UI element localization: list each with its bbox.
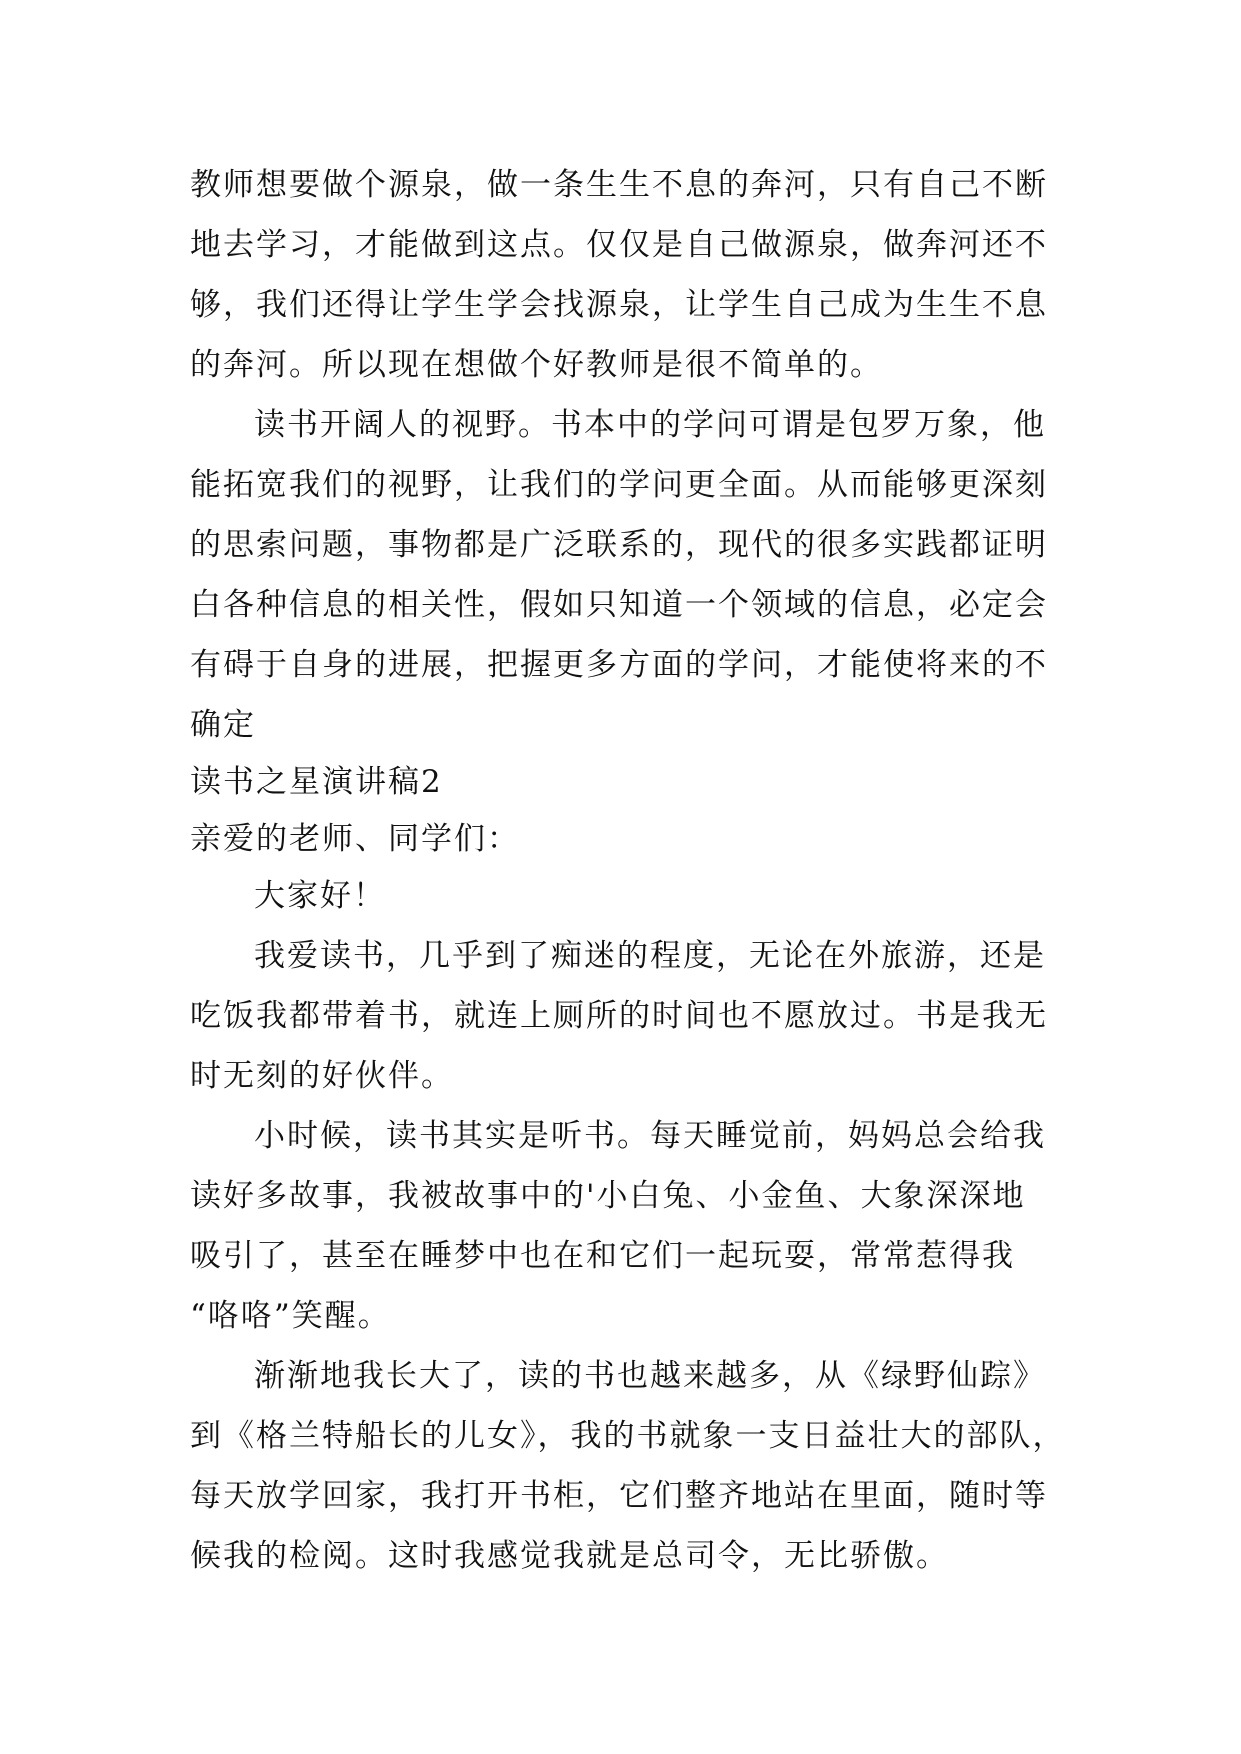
paragraph-line: 小时候，读书其实是听书。每天睡觉前，妈妈总会给我	[254, 1118, 1046, 1154]
paragraph-line: 吃饭我都带着书，就连上厕所的时间也不愿放过。书是我无	[190, 998, 1048, 1034]
paragraph-line: 读书开阔人的视野。书本中的学问可谓是包罗万象，他	[254, 407, 1046, 443]
paragraph-line: 候我的检阅。这时我感觉我就是总司令，无比骄傲。	[190, 1538, 949, 1574]
paragraph-line: 白各种信息的相关性，假如只知道一个领域的信息，必定会	[190, 587, 1048, 623]
section-heading: 读书之星演讲稿2	[190, 764, 443, 800]
paragraph-line: 教师想要做个源泉，做一条生生不息的奔河，只有自己不断	[190, 167, 1048, 203]
paragraph-line: 吸引了，甚至在睡梦中也在和它们一起玩耍，常常惹得我	[190, 1238, 1015, 1274]
paragraph-line: 有碍于自身的进展，把握更多方面的学问，才能使将来的不	[190, 647, 1048, 683]
paragraph-line: 到《格兰特船长的儿女》，我的书就象一支日益壮大的部队，	[190, 1418, 1066, 1454]
paragraph-line: “咯咯”笑醒。	[190, 1298, 391, 1334]
paragraph-line: 的思索问题，事物都是广泛联系的，现代的很多实践都证明	[190, 527, 1048, 563]
salutation: 亲爱的老师、同学们：	[190, 821, 520, 857]
paragraph-line: 每天放学回家，我打开书柜，它们整齐地站在里面，随时等	[190, 1478, 1048, 1514]
paragraph-line: 能拓宽我们的视野，让我们的学问更全面。从而能够更深刻	[190, 467, 1048, 503]
paragraph-line: 的奔河。所以现在想做个好教师是很不简单的。	[190, 347, 883, 383]
paragraph-line: 渐渐地我长大了，读的书也越来越多，从《绿野仙踪》	[254, 1358, 1046, 1394]
paragraph-line: 地去学习，才能做到这点。仅仅是自己做源泉，做奔河还不	[190, 227, 1048, 263]
paragraph-line: 够，我们还得让学生学会找源泉，让学生自己成为生生不息	[190, 287, 1048, 323]
paragraph-line: 时无刻的好伙伴。	[190, 1058, 454, 1094]
greeting: 大家好！	[254, 878, 386, 914]
paragraph-line: 读好多故事，我被故事中的'小白兔、小金鱼、大象深深地	[190, 1178, 1026, 1214]
document-body	[190, 155, 1066, 1586]
paragraph-line: 确定	[190, 707, 256, 743]
paragraph-line: 我爱读书，几乎到了痴迷的程度，无论在外旅游，还是	[254, 938, 1046, 974]
